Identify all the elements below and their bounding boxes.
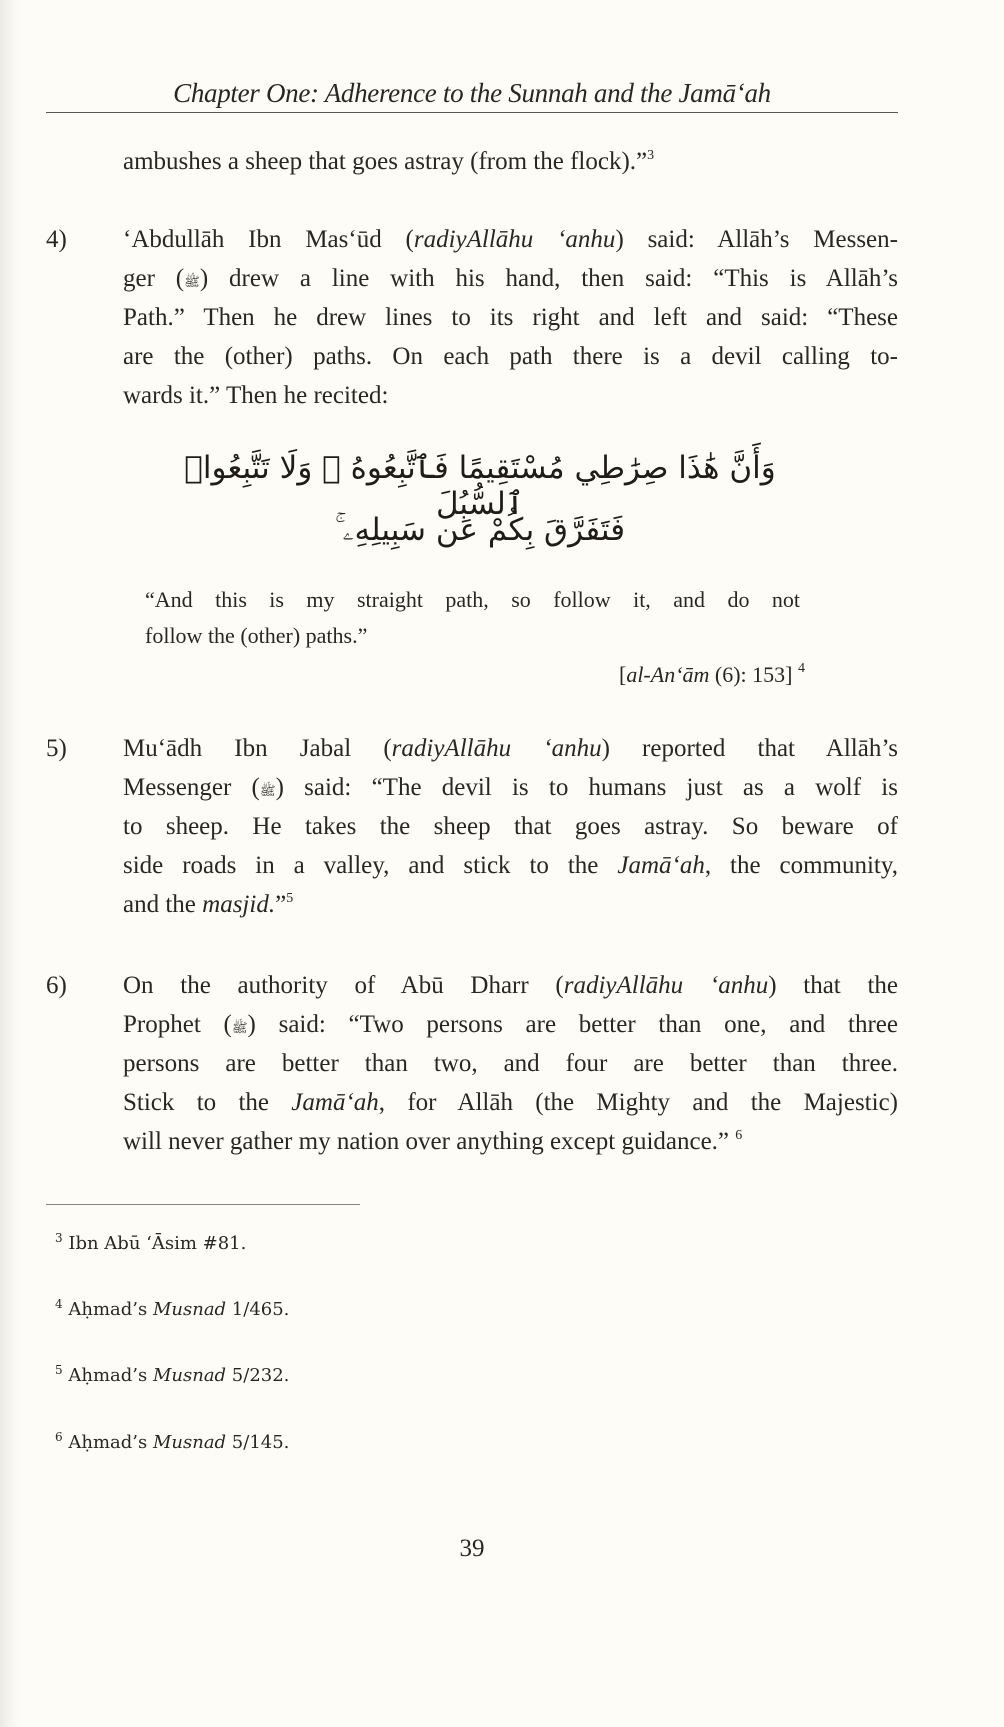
salawat-symbol: ﷺ <box>184 275 200 290</box>
footnote-marker: 3 <box>647 148 655 163</box>
text-run: to sheep. He takes the sheep that goes astray. So beware of <box>123 813 898 840</box>
text-line <box>123 1044 898 1083</box>
hadith-paragraph-4 <box>123 220 898 415</box>
text-line <box>123 768 898 807</box>
text-line <box>123 337 898 376</box>
page-number: 39 <box>459 1535 485 1562</box>
text-run: On the authority of Abū Dharr ( <box>123 972 564 999</box>
text-line <box>145 582 800 618</box>
text-line <box>123 966 898 1005</box>
footnote <box>55 1299 289 1320</box>
text-line <box>123 220 898 259</box>
footnote-marker: 4 <box>798 661 805 676</box>
text-run: ) reported that Allāh’s <box>601 735 898 762</box>
text-run: 5/145. <box>226 1432 290 1453</box>
text-run: Aḥmad’s <box>62 1299 153 1320</box>
arabic-verse-line: وَأَنَّ هَٰذَا صِرَٰطِي مُسْتَقِيمًا فَٱتَّبِعُوهُ ۖ وَلَا تَتَّبِعُوا۟ ٱلسُّبُلَ <box>184 450 776 522</box>
continuation-paragraph <box>123 142 898 181</box>
footnote-marker: 6 <box>55 1430 63 1444</box>
text-run: Aḥmad’s <box>62 1365 153 1386</box>
footnote <box>55 1233 246 1254</box>
arabic-verse-line: فَتَفَرَّقَ بِكُمْ عَن سَبِيلِهِۦ ۚ <box>334 512 626 548</box>
text-run: ” <box>275 891 287 918</box>
text-run: ) said: “Two persons are better than one, and three <box>247 1011 898 1038</box>
text-run: follow the (other) paths.” <box>145 623 368 648</box>
text-run: Prophet ( <box>123 1011 232 1038</box>
text-line <box>123 807 898 846</box>
text-line <box>123 1083 898 1122</box>
text-run: Ibn Abū ‘Āsim #81. <box>62 1233 247 1254</box>
text-line <box>145 618 800 654</box>
text-run: ) said: “The devil is to humans just as a wolf is <box>275 774 898 801</box>
item-number: 6) <box>46 972 67 999</box>
text-run: Aḥmad’s <box>62 1432 153 1453</box>
text-run: are the (other) paths. On each path there is a devil calling to- <box>123 343 898 370</box>
text-run: radiyAllāhu ‘anhu <box>391 735 602 762</box>
text-line <box>123 142 898 181</box>
text-line <box>123 259 898 298</box>
text-run: ) that the <box>768 972 899 999</box>
text-line <box>123 1122 898 1161</box>
page-gutter-shadow <box>0 0 18 1727</box>
text-run: 5/232. <box>226 1365 290 1386</box>
text-run: , the community, <box>704 852 898 879</box>
footnote-marker: 4 <box>55 1297 63 1311</box>
salawat-symbol: ﷺ <box>259 784 276 799</box>
text-run: ‘Abdullāh Ibn Mas‘ūd ( <box>123 226 414 253</box>
text-run: and the <box>123 891 203 918</box>
text-run: Musnad <box>152 1299 227 1320</box>
text-run: 1/465. <box>226 1299 290 1320</box>
text-run: Jamā‘ah <box>617 852 705 879</box>
text-run: ) said: Allāh’s Messen- <box>615 226 898 253</box>
hadith-paragraph-5 <box>123 729 898 924</box>
text-run: Jamā‘ah <box>291 1089 379 1116</box>
text-run: persons are better than two, and four are better than three. <box>123 1050 898 1077</box>
text-run: Path.” Then he drew lines to its right and left and said: “These <box>123 304 898 331</box>
text-run: , for Allāh (the Mighty and the Majestic) <box>378 1089 898 1116</box>
text-run: will never gather my nation over anything except guidance.” <box>123 1128 736 1155</box>
text-run: radiyAllāhu ‘anhu <box>413 226 616 253</box>
footnote-marker: 5 <box>55 1363 63 1377</box>
text-line <box>123 729 898 768</box>
text-run: Stick to the <box>123 1089 292 1116</box>
text-run: wards it.” Then he recited: <box>123 382 389 409</box>
text-run: masjid. <box>202 891 276 918</box>
text-run: al-An‘ām <box>626 662 710 687</box>
text-run: radiyAllāhu ‘anhu <box>563 972 769 999</box>
text-run: (6): 153] <box>709 662 798 687</box>
text-line <box>123 1005 898 1044</box>
text-run: side roads in a valley, and stick to the <box>123 852 618 879</box>
running-header: Chapter One: Adherence to the Sunnah and the Jamā‘ah <box>173 78 771 108</box>
text-run: Musnad <box>152 1432 227 1453</box>
text-line <box>123 846 898 885</box>
hadith-paragraph-6 <box>123 966 898 1161</box>
verse-citation <box>619 662 805 688</box>
footnote-marker: 6 <box>735 1128 743 1143</box>
text-line <box>123 885 898 924</box>
text-run: ambushes a sheep that goes astray (from the flock).” <box>123 148 648 175</box>
text-run: ) drew a line with his hand, then said: “This is Allāh’s <box>199 265 899 292</box>
footnote <box>55 1432 289 1453</box>
item-number: 5) <box>46 735 67 762</box>
footnote-marker: 3 <box>55 1231 63 1245</box>
footnote-marker: 5 <box>286 891 294 906</box>
text-run: Mu‘ādh Ibn Jabal ( <box>123 735 392 762</box>
footnote-rule <box>46 1204 360 1205</box>
item-number: 4) <box>46 226 67 253</box>
verse-translation <box>145 582 800 654</box>
text-run: Musnad <box>152 1365 227 1386</box>
text-line <box>123 298 898 337</box>
text-run: “And this is my straight path, so follow it, and do not <box>145 587 800 612</box>
text-run: ger ( <box>123 265 185 292</box>
footnote <box>55 1365 289 1386</box>
salawat-symbol: ﷺ <box>231 1021 248 1036</box>
text-line <box>123 376 898 415</box>
text-run: [ <box>618 662 627 687</box>
text-run: Messenger ( <box>123 774 260 801</box>
header-rule <box>46 112 898 113</box>
